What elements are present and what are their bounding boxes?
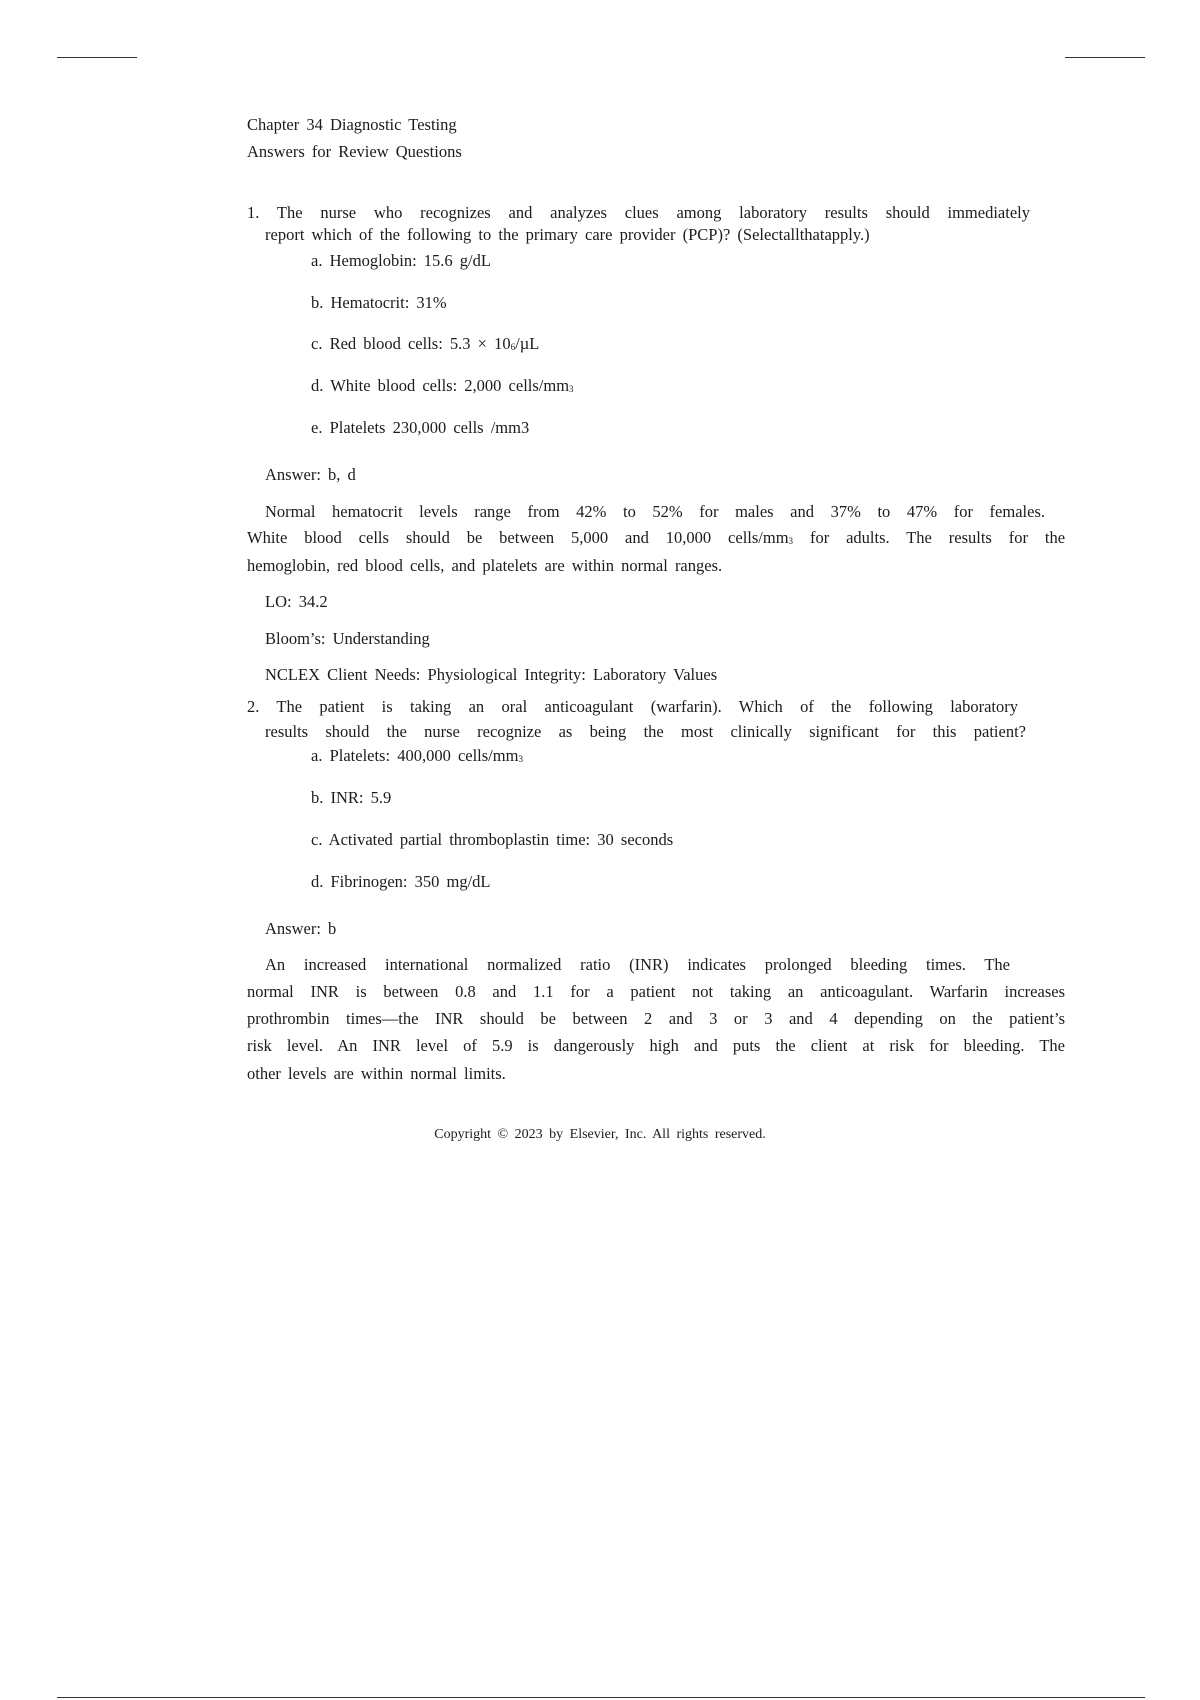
q2-rationale-line3: prothrombin times—the INR should be between 2 and 3 or 3 and 4 depending on the patient’s — [247, 1009, 1065, 1028]
q1-option-c-text: c. Red blood cells: 5.3 × 10 — [311, 334, 511, 353]
q1-option-a: a. Hemoglobin: 15.6 g/dL — [311, 251, 491, 270]
q1-rationale-exponent: 3 — [788, 536, 794, 546]
q2-rationale-line2: normal INR is between 0.8 and 1.1 for a patient not taking an anticoagulant. Warfarin increases — [247, 982, 1065, 1001]
q2-option-d: d. Fibrinogen: 350 mg/dL — [311, 872, 491, 891]
bottom-rule — [57, 1697, 1145, 1698]
q2-rationale-line5: other levels are within normal limits. — [247, 1064, 506, 1083]
q1-nclex: NCLEX Client Needs: Physiological Integrity: Laboratory Values — [265, 665, 718, 684]
q1-option-c-unit: /µL — [515, 334, 540, 353]
q1-option-d-exponent: 3 — [569, 384, 574, 394]
q2-rationale-line1: An increased international normalized ratio (INR) indicates prolonged bleeding times. The — [265, 955, 1010, 974]
q1-rationale-line2 — [247, 528, 1065, 551]
q1-option-d — [311, 376, 574, 399]
q2-stem-line2: results should the nurse recognize as being the most clinically significant for this patient? — [265, 722, 1026, 741]
top-left-rule — [57, 57, 137, 58]
q2-option-c: c. Activated partial thromboplastin time: 30 seconds — [311, 830, 674, 849]
q1-option-c-exponent: 6 — [510, 342, 516, 352]
q2-option-a — [311, 746, 523, 769]
chapter-title: Chapter 34 Diagnostic Testing — [247, 115, 457, 134]
copyright-footer: Copyright © 2023 by Elsevier, Inc. All rights reserved. — [434, 1127, 766, 1142]
q1-option-c — [311, 334, 539, 357]
q1-rationale-line1: Normal hematocrit levels range from 42% to 52% for males and 37% to 47% for females. — [265, 502, 1045, 521]
q1-rationale-line2-end: for adults. The results for the — [809, 528, 1066, 547]
top-right-rule — [1065, 57, 1145, 58]
q1-rationale-line2-start: White blood cells should be between 5,000 and 10,000 cells/mm — [247, 528, 789, 547]
q1-lo: LO: 34.2 — [265, 592, 328, 611]
q1-blooms: Bloom’s: Understanding — [265, 629, 430, 648]
q2-option-a-text: a. Platelets: 400,000 cells/mm — [311, 746, 519, 765]
q1-option-d-text: d. White blood cells: 2,000 cells/mm — [311, 376, 570, 395]
q1-answer: Answer: b, d — [265, 465, 356, 484]
q1-stem-line1: 1. The nurse who recognizes and analyzes clues among laboratory results should immediately — [247, 203, 1030, 222]
q2-option-b: b. INR: 5.9 — [311, 788, 392, 807]
q1-option-e: e. Platelets 230,000 cells /mm3 — [311, 418, 530, 437]
chapter-subtitle: Answers for Review Questions — [247, 142, 462, 161]
q1-rationale-line3: hemoglobin, red blood cells, and platelets are within normal ranges. — [247, 556, 723, 575]
q2-rationale-line4: risk level. An INR level of 5.9 is dangerously high and puts the client at risk for bleeding. The — [247, 1036, 1065, 1055]
q2-answer: Answer: b — [265, 919, 337, 938]
q1-stem-line2: report which of the following to the primary care provider (PCP)? (Selectallthatapply.) — [265, 225, 870, 244]
q1-option-b: b. Hematocrit: 31% — [311, 293, 447, 312]
q2-option-a-exponent: 3 — [518, 754, 523, 764]
q2-stem-line1: 2. The patient is taking an oral anticoagulant (warfarin). Which of the following laboratory — [247, 697, 1018, 716]
